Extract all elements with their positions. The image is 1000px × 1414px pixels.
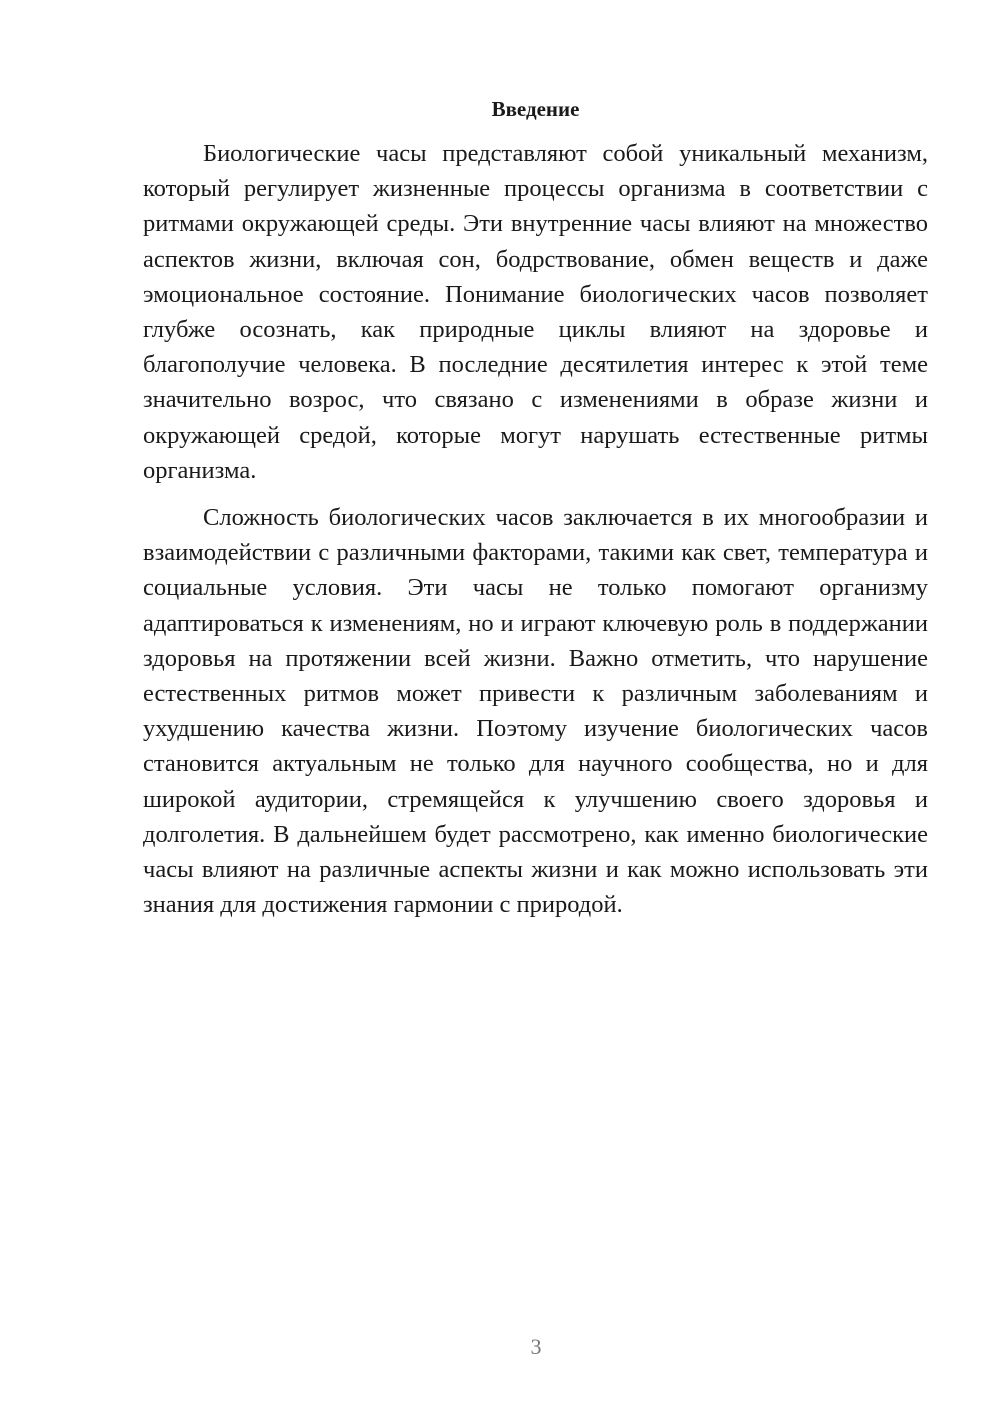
page-number: 3: [530, 1334, 542, 1359]
section-title: Введение: [491, 97, 580, 121]
paragraph: Биологические часы представляют собой уникальный механизм, который регулирует жизненные процессы организма в соответствии с ритмами окружающей среды. Эти внутренние часы влияют на множество аспектов жизни, включая сон, бодрствование, обмен веществ и даже эмоциональное состояние. Понимание биологических часов позволяет глубже осознать, как природные циклы влияют на здоровье и благополучие человека. В последние десятилетия интерес к этой теме значительно возрос, что связано с изменениями в образе жизни и окружающей средой, которые могут нарушать естественные ритмы организма.: [143, 140, 928, 484]
paragraph: Сложность биологических часов заключается в их многообразии и взаимодействии с различными факторами, такими как свет, температура и социальные условия. Эти часы не только помогают организму адаптироваться к изменениям, но и играют ключевую роль в поддержании здоровья на протяжении всей жизни. Важно отметить, что нарушение естественных ритмов может привести к различным заболеваниям и ухудшению качества жизни. Поэтому изучение биологических часов становится актуальным не только для научного сообщества, но и для широкой аудитории, стремящейся к улучшению своего здоровья и долголетия. В дальнейшем будет рассмотрено, как именно биологические часы влияют на различные аспекты жизни и как можно использовать эти знания для достижения гармонии с природой.: [143, 504, 928, 919]
page-content: [143, 94, 928, 922]
